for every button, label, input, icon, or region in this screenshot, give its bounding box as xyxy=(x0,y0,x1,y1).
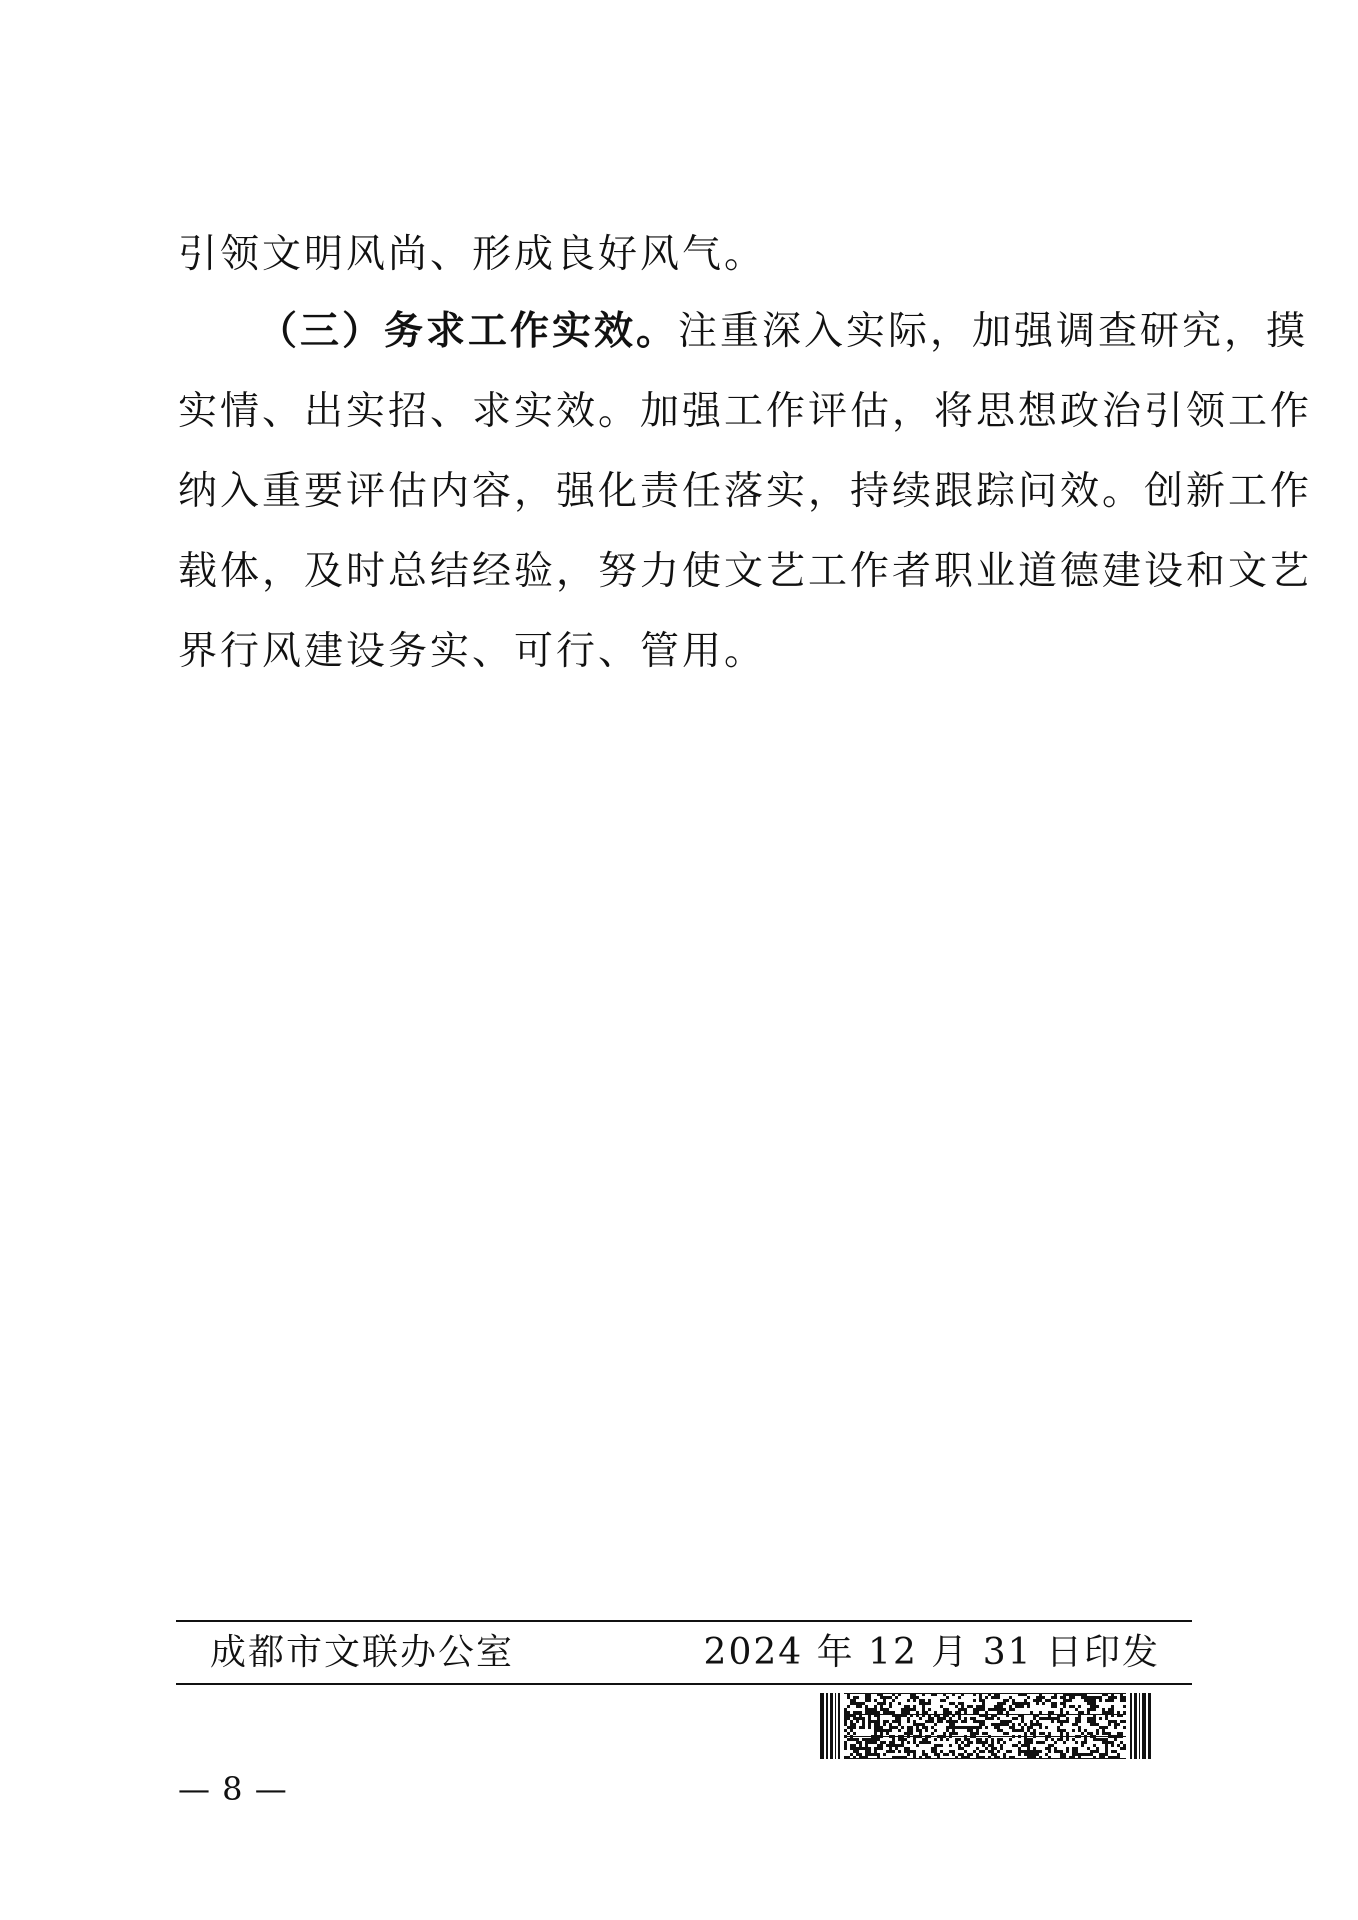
imprint-top-rule xyxy=(176,1620,1192,1622)
imprint-date: 2024 年 12 月 31 日印发 xyxy=(703,1632,1160,1673)
text-line: 纳入重要评估内容，强化责任落实，持续跟踪问效。创新工作 xyxy=(178,469,1313,514)
imprint-issuer: 成都市文联办公室 xyxy=(210,1632,515,1673)
page-number: — 8 — xyxy=(178,1770,288,1808)
text-run: 注重深入实际，加强调查研究，摸 xyxy=(678,309,1309,354)
section-heading: （三）务求工作实效。 xyxy=(258,309,679,354)
paragraph-continuation xyxy=(178,215,1193,295)
imprint-bottom-rule xyxy=(176,1683,1192,1685)
text-line xyxy=(178,292,1309,372)
text-line: 载体，及时总结经验，努力使文艺工作者职业道德建设和文艺 xyxy=(178,549,1313,594)
text-line: 界行风建设务实、可行、管用。 xyxy=(178,629,767,674)
paragraph-work-effectiveness xyxy=(178,292,1313,692)
text-line: 实情、出实招、求实效。加强工作评估，将思想政治引领工作 xyxy=(178,389,1313,434)
barcode-graphic xyxy=(820,1693,1152,1759)
text-line: 引领文明风尚、形成良好风气。 xyxy=(178,232,767,277)
